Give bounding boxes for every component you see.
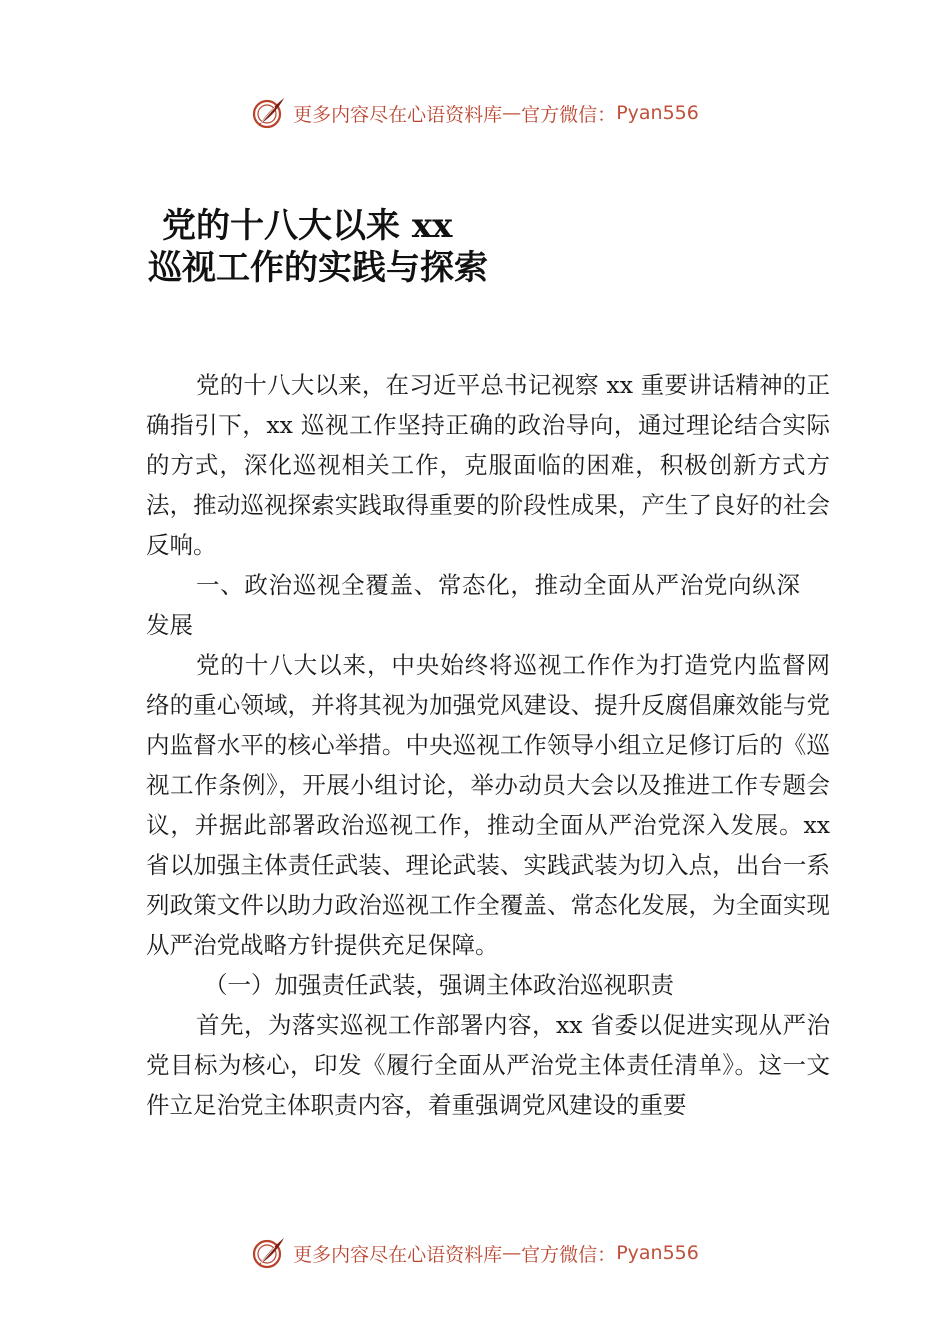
banner-separator: — xyxy=(502,102,522,124)
body-paragraph-3: 首先，为落实巡视工作部署内容，xx 省委以促进实现从严治党目标为核心，印发《履行全面从严治党主体责任清单》。这一文件立足治党主体职责内容，着重强调党风建设的重要 xyxy=(146,1011,830,1119)
banner-wechat-label: 官方微信： xyxy=(521,1243,617,1266)
document-title xyxy=(148,205,848,289)
banner-wechat-id: Pyan556 xyxy=(616,102,699,124)
title-line-1: 党的十八大以来 xx xyxy=(162,206,453,246)
banner-text: 更多内容尽在心语资料库 xyxy=(293,103,503,126)
section-heading-1: 一、政治巡视全覆盖、常态化，推动全面从严治党向纵深发展 xyxy=(146,571,800,639)
header-banner xyxy=(0,93,950,133)
footer-banner xyxy=(0,1233,950,1273)
quill-seal-icon xyxy=(251,1235,287,1271)
banner-separator: — xyxy=(502,1242,522,1264)
banner-text: 更多内容尽在心语资料库 xyxy=(293,1243,503,1266)
banner-wechat-id: Pyan556 xyxy=(616,1242,699,1264)
document-body xyxy=(146,365,830,1125)
quill-seal-icon xyxy=(251,95,287,131)
title-line-2: 巡视工作的实践与探索 xyxy=(148,248,488,288)
intro-paragraph: 党的十八大以来，在习近平总书记视察 xx 重要讲话精神的正确指引下，xx 巡视工作坚持正确的政治导向，通过理论结合实际的方式，深化巡视相关工作，克服面临的困难，积极创新方式方法，推动巡视探索实践取得重要的阶段性成果，产生了良好的社会反响。 xyxy=(146,371,830,559)
banner-wechat-label: 官方微信： xyxy=(521,103,617,126)
body-paragraph-2: 党的十八大以来，中央始终将巡视工作作为打造党内监督网络的重心领域，并将其视为加强党风建设、提升反腐倡廉效能与党内监督水平的核心举措。中央巡视工作领导小组立足修订后的《巡视工作条例》，开展小组讨论，举办动员大会以及推进工作专题会议，并据此部署政治巡视工作，推动全面从严治党深入发展。xx 省以加强主体责任武装、理论武装、实践武装为切入点，出台一系列政策文件以助力政治巡视工作全覆盖、常态化发展，为全面实现从严治党战略方针提供充足保障。 xyxy=(146,651,830,959)
subsection-heading-1: （一）加强责任武装，强调主体政治巡视职责 xyxy=(204,971,674,999)
